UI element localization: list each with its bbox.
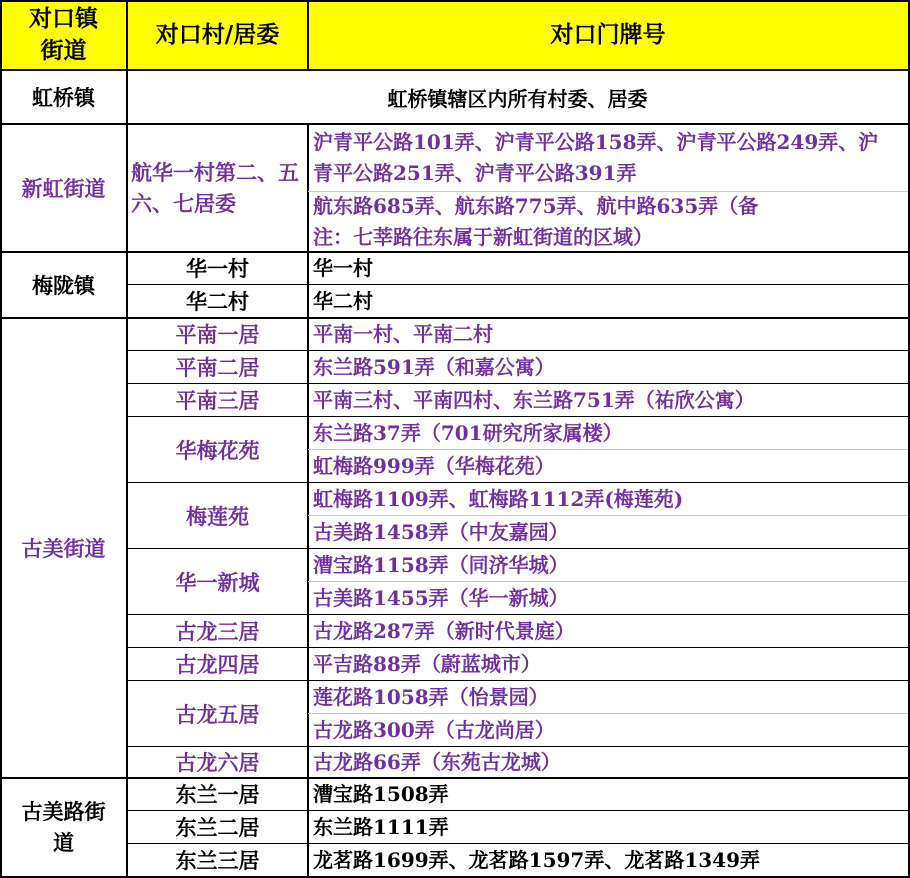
grid-line — [127, 482, 910, 483]
gumei-huamei-address-1: 东兰路37弄（701研究所家属楼） — [313, 421, 623, 445]
grid-line — [0, 317, 910, 319]
xinhong-address-1: 沪青平公路101弄、沪青平公路158弄、沪青平公路249弄、沪青平公路251弄、沪青平公路391弄 — [313, 130, 879, 185]
gumei-gulong3: 古龙三居 — [175, 619, 260, 644]
gumei-gulong5: 古龙五居 — [175, 701, 260, 727]
gumei-huayi-address-1: 漕宝路1158弄（同济华城） — [313, 553, 569, 577]
gumeilu-donglan1: 东兰一居 — [175, 782, 260, 807]
town-hongqiao: 虹桥镇 — [32, 84, 95, 110]
grid-line — [127, 284, 910, 285]
gumei-gulong5-address-2: 古龙路300弄（古龙尚居） — [313, 718, 555, 742]
grid-line — [127, 614, 910, 615]
grid-line — [0, 251, 910, 253]
grid-line — [307, 124, 309, 878]
xinhong-address-2: 航东路685弄、航东路775弄、航中路635弄（备注：七莘路往东属于新虹街道的区域） — [313, 194, 759, 249]
grid-line — [127, 746, 910, 747]
grid-line — [127, 843, 910, 844]
header-village: 对口村/居委 — [127, 0, 308, 70]
gumeilu-donglan3-address: 龙茗路1699弄、龙茗路1597弄、龙茗路1349弄 — [313, 847, 760, 872]
gumei-pingnan3: 平南三居 — [175, 388, 260, 413]
gumei-huayi-address-2: 古美路1455弄（华一新城） — [313, 586, 569, 610]
grid-line — [127, 548, 910, 549]
grid-line-thin — [308, 581, 908, 582]
gumei-gulong4-address: 平吉路88弄（蔚蓝城市） — [313, 652, 541, 676]
hongqiao-scope: 虹桥镇辖区内所有村委、居委 — [387, 86, 648, 111]
gumei-meilian-address-1: 虹梅路1109弄、虹梅路1112弄(梅莲苑) — [313, 487, 684, 511]
gumei-pingnan3-address: 平南三村、平南四村、东兰路751弄（祐欣公寓） — [313, 388, 755, 412]
header-address: 对口门牌号 — [308, 0, 908, 70]
meilong-address-2: 华二村 — [313, 289, 373, 313]
grid-line — [127, 416, 910, 417]
town-xinhong: 新虹街道 — [21, 175, 106, 201]
gumei-gulong3-address: 古龙路287弄（新时代景庭） — [313, 619, 575, 643]
grid-line-thin — [308, 191, 908, 192]
meilong-village-1: 华一村 — [186, 256, 249, 281]
grid-line-thin — [308, 449, 908, 450]
gumei-gulong6: 古龙六居 — [175, 750, 260, 775]
gumeilu-donglan1-address: 漕宝路1508弄 — [313, 782, 449, 806]
gumei-gulong6-address: 古龙路66弄（东苑古龙城） — [313, 750, 561, 774]
grid-line — [0, 123, 910, 125]
gumeilu-donglan3: 东兰三居 — [175, 847, 260, 873]
header-town: 对口镇街道 — [0, 0, 127, 70]
town-gumei: 古美街道 — [21, 535, 106, 561]
grid-line — [127, 680, 910, 681]
town-gumeilu: 古美路街道 — [21, 799, 106, 855]
gumei-pingnan1: 平南一居 — [175, 322, 260, 347]
gumeilu-donglan2-address: 东兰路1111弄 — [313, 815, 449, 839]
gumei-huamei: 华梅花苑 — [175, 437, 260, 463]
grid-line — [127, 383, 910, 384]
gumei-huamei-address-2: 虹梅路999弄（华梅花苑） — [313, 454, 555, 478]
gumei-pingnan2: 平南二居 — [175, 355, 260, 380]
grid-line — [307, 0, 309, 70]
grid-line — [0, 777, 910, 779]
gumei-gulong4: 古龙四居 — [175, 652, 260, 677]
gumei-pingnan1-address: 平南一村、平南二村 — [313, 322, 493, 346]
gumeilu-donglan2: 东兰二居 — [175, 815, 260, 840]
grid-line — [127, 810, 910, 811]
gumei-gulong5-address-1: 莲花路1058弄（怡景园） — [313, 685, 549, 709]
grid-line — [127, 647, 910, 648]
gumei-huayi: 华一新城 — [175, 569, 260, 595]
grid-line — [0, 0, 910, 2]
grid-line-thin — [308, 713, 908, 714]
gumei-meilian: 梅莲苑 — [186, 503, 249, 529]
grid-line — [127, 350, 910, 351]
grid-line — [0, 69, 910, 71]
meilong-address-1: 华一村 — [313, 256, 373, 280]
town-meilong: 梅陇镇 — [32, 272, 95, 298]
gumei-pingnan2-address: 东兰路591弄（和嘉公寓） — [313, 355, 555, 379]
grid-line — [0, 0, 2, 878]
grid-line-thin — [308, 515, 908, 516]
xinhong-committee: 航华一村第二、五六、七居委 — [131, 160, 299, 216]
gumei-meilian-address-2: 古美路1458弄（中友嘉园） — [313, 520, 569, 544]
meilong-village-2: 华二村 — [186, 289, 249, 314]
